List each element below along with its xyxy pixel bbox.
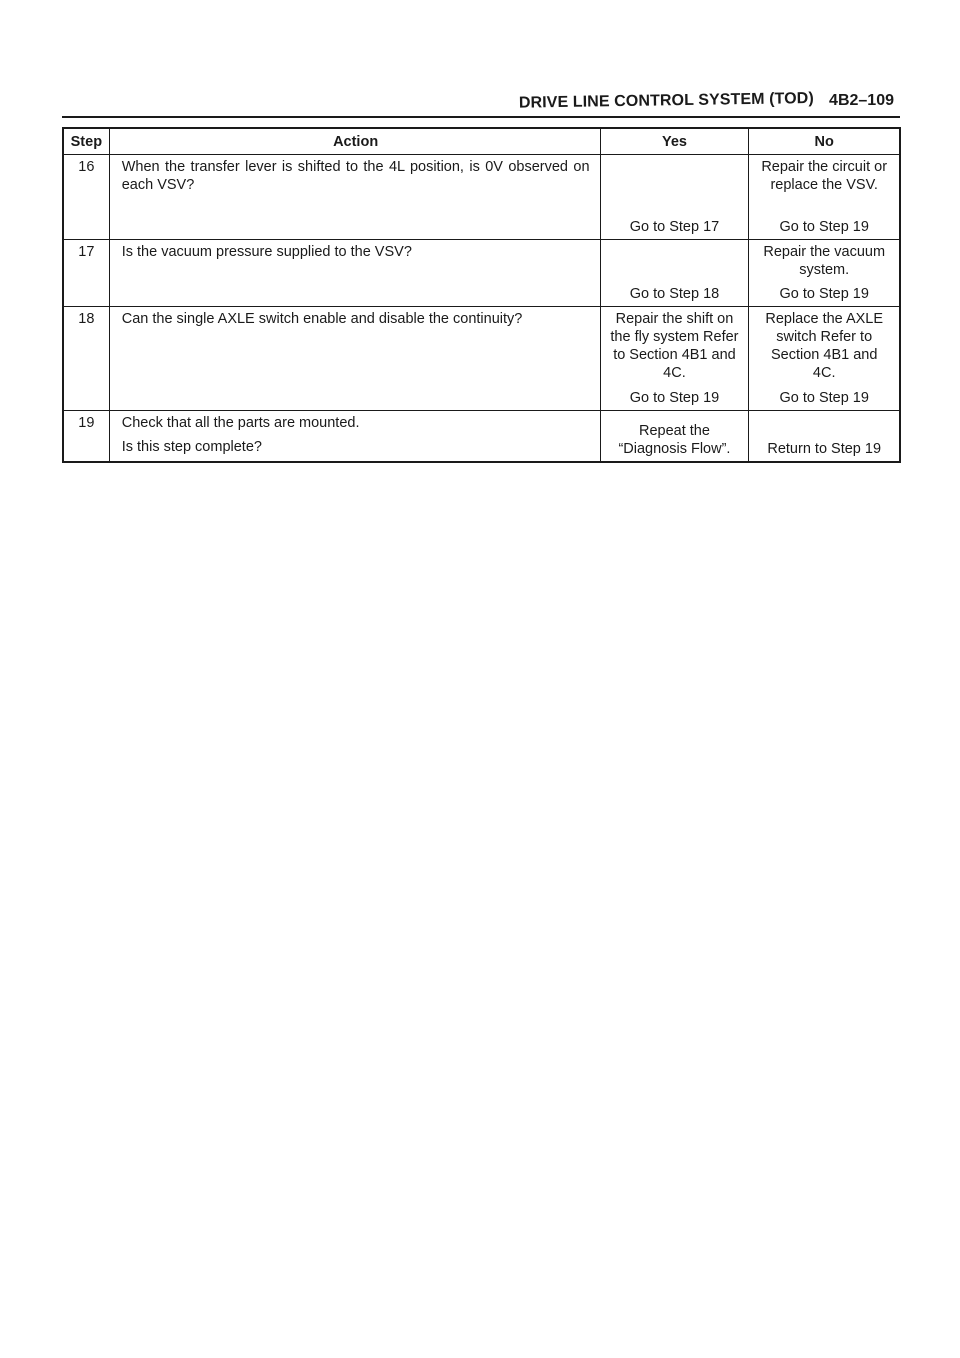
no-text: Repair the circuit or replace the VSV. (761, 159, 888, 193)
page-header (62, 86, 900, 118)
no-text: Repair the vacuum system. (763, 244, 886, 278)
action-cell (109, 155, 600, 240)
yes-text: Repeat the “Diagnosis Flow”. (618, 423, 731, 457)
action-text: Can the single AXLE switch enable and disable the continuity? (121, 311, 523, 327)
yes-goto: Go to Step 18 (629, 286, 720, 302)
page-number: 4B2–109 (829, 92, 894, 109)
column-header-yes: Yes (600, 128, 749, 155)
diagnosis-table (62, 127, 901, 463)
no-goto: Go to Step 19 (779, 219, 869, 235)
action-text: Is the vacuum pressure supplied to the VSV? (121, 244, 412, 260)
action-cell (109, 307, 600, 411)
no-goto: Go to Step 19 (779, 390, 869, 406)
no-cell (749, 411, 900, 463)
action-cell (109, 411, 600, 463)
no-text: Replace the AXLE switch Refer to Section 4B1 and 4C. (765, 311, 884, 381)
yes-goto: Go to Step 19 (629, 390, 720, 406)
step-number: 17 (63, 240, 109, 307)
no-goto: Go to Step 19 (779, 286, 869, 302)
yes-cell (600, 411, 749, 463)
table-row (63, 240, 900, 307)
action-cell (109, 240, 600, 307)
column-header-action: Action (109, 128, 600, 155)
header-rule (62, 116, 900, 118)
yes-goto: Go to Step 17 (629, 219, 720, 235)
yes-cell (600, 155, 749, 240)
step-number: 18 (63, 307, 109, 411)
yes-cell (600, 307, 749, 411)
table-row (63, 155, 900, 240)
no-cell (749, 240, 900, 307)
section-title: DRIVE LINE CONTROL SYSTEM (TOD) (518, 90, 814, 112)
no-cell (749, 307, 900, 411)
step-number: 16 (63, 155, 109, 240)
yes-text: Repair the shift on the fly system Refer to Section 4B1 and 4C. (610, 311, 739, 381)
column-header-step: Step (63, 128, 109, 155)
yes-cell (600, 240, 749, 307)
table-row (63, 411, 900, 463)
action-text: Check that all the parts are mounted. (121, 415, 360, 431)
table-row (63, 307, 900, 411)
step-number: 19 (63, 411, 109, 463)
column-header-no: No (749, 128, 900, 155)
action-text: Is this step complete? (121, 439, 262, 455)
action-text: When the transfer lever is shifted to the 4L position, is 0V observed on each VSV? (121, 159, 590, 193)
table-header-row (63, 128, 900, 155)
no-cell (749, 155, 900, 240)
no-goto: Return to Step 19 (767, 441, 882, 457)
